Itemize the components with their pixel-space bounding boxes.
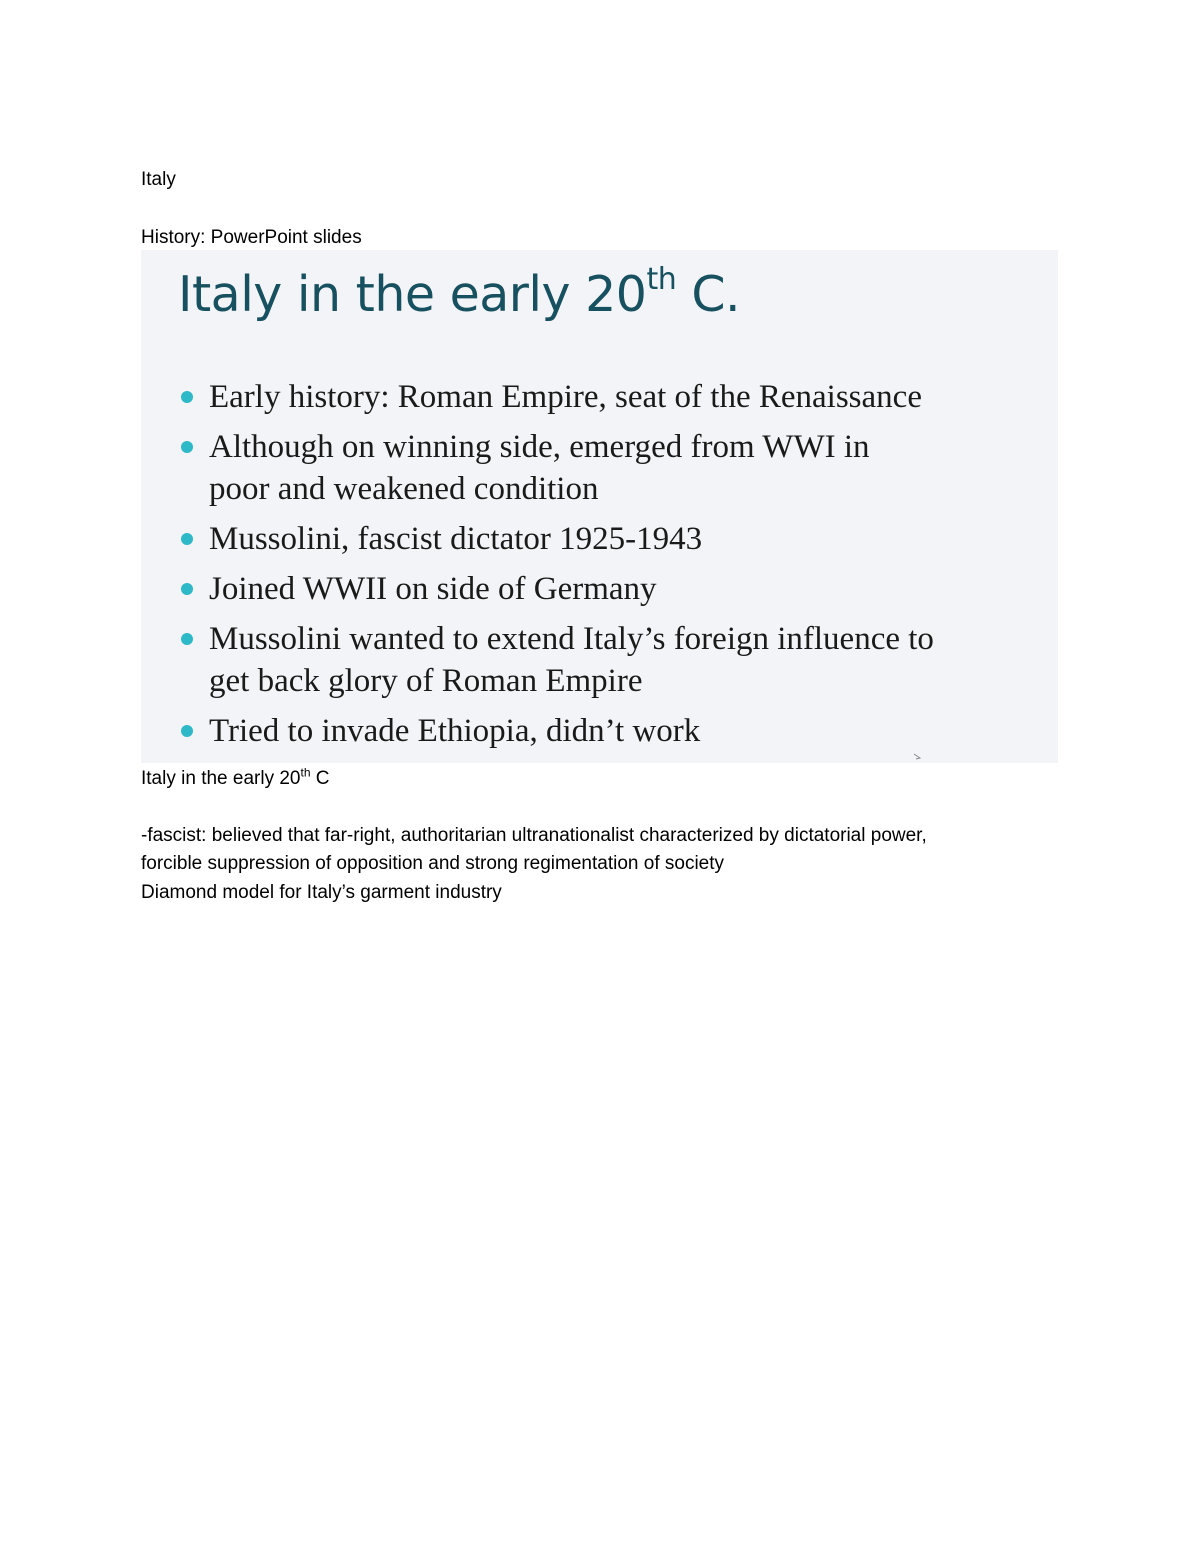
slide-bullet-list: [181, 376, 934, 760]
slide-bullet: [181, 568, 934, 610]
note-line-1: -fascist: believed that far-right, authoritarian ultranationalist characterized by dictatorial power,: [141, 825, 927, 846]
slide-bullet: [181, 618, 934, 702]
caption-sup: th: [300, 765, 311, 780]
note-line-2: forcible suppression of opposition and strong regimentation of society: [141, 853, 725, 874]
slide-bullet: [181, 710, 934, 752]
document-subtitle: History: PowerPoint slides: [141, 227, 362, 248]
bullet-dot-icon: [181, 391, 193, 403]
bullet-line: get back glory of Roman Empire: [209, 663, 643, 699]
slide-caption: [141, 765, 330, 790]
bullet-dot-icon: [181, 725, 193, 737]
bullet-dot-icon: [181, 583, 193, 595]
slide-bullet: [181, 426, 934, 510]
bullet-line: Tried to invade Ethiopia, didn’t work: [209, 713, 701, 749]
slide-title: [178, 264, 740, 326]
bullet-line: Although on winning side, emerged from WWI in: [209, 429, 870, 465]
slide-bullet: [181, 518, 934, 560]
bullet-line: poor and weakened condition: [209, 471, 599, 507]
note-line-3: Diamond model for Italy’s garment industry: [141, 882, 502, 903]
slide-bullet: [181, 376, 934, 418]
slide-title-sup: th: [646, 262, 677, 297]
caption-main: Italy in the early 20: [141, 768, 301, 789]
document-title: Italy: [141, 169, 176, 190]
bullet-dot-icon: [181, 633, 193, 645]
bullet-dot-icon: [181, 441, 193, 453]
bullet-line: Mussolini, fascist dictator 1925-1943: [209, 521, 703, 557]
bullet-line: Joined WWII on side of Germany: [209, 571, 657, 607]
cursor-arrow-icon: [912, 752, 922, 762]
slide-image: [141, 250, 1058, 763]
slide-title-end: C.: [676, 266, 741, 323]
caption-end: C: [310, 768, 330, 789]
bullet-line: Early history: Roman Empire, seat of the Renaissance: [209, 379, 922, 415]
bullet-line: Mussolini wanted to extend Italy’s foreign influence to: [209, 621, 934, 657]
slide-title-main: Italy in the early 20: [178, 266, 647, 323]
bullet-dot-icon: [181, 533, 193, 545]
